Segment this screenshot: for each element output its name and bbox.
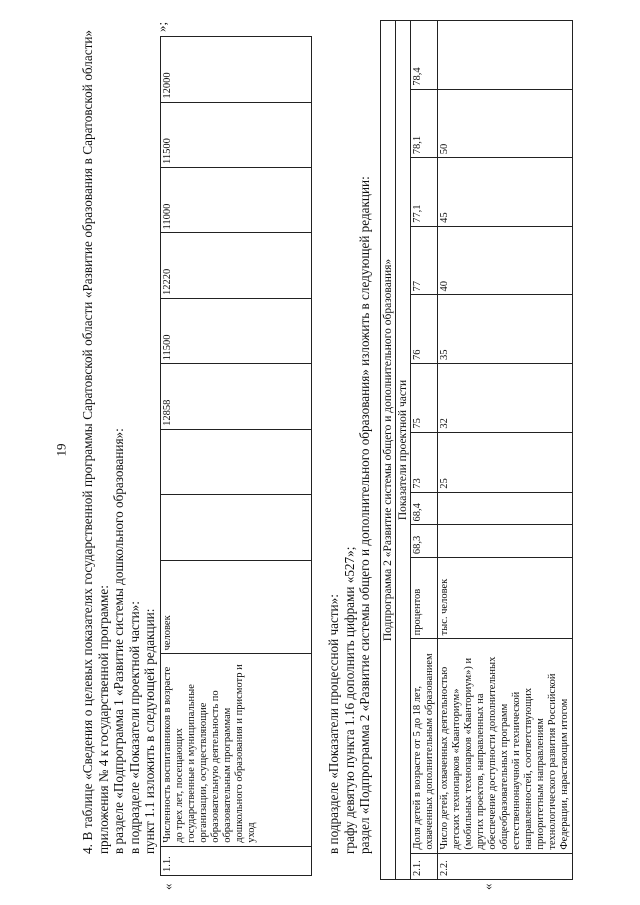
table1-close-quote: »; <box>154 21 169 32</box>
indicator-name: Доля детей в возрасте от 5 до 18 лет, охваченных дополнительным образованием <box>411 639 438 853</box>
value-cell: 45 <box>438 158 573 227</box>
value-cell <box>161 429 312 494</box>
value-cell: 12220 <box>161 233 312 298</box>
subsection-header: Показатели проектной части <box>396 21 411 880</box>
middle-paragraph-1: в подразделе «Показатели процессной части»: <box>326 594 341 854</box>
value-cell: 77,1 <box>411 158 438 227</box>
table-1 <box>160 36 312 876</box>
value-cell: 11500 <box>161 298 312 363</box>
row-number: 2.2. <box>438 853 573 879</box>
table-2 <box>380 20 573 880</box>
unit: тыс. человек <box>438 558 573 639</box>
value-cell: 75 <box>411 364 438 433</box>
value-cell <box>438 21 573 90</box>
row-number: 2.1. <box>411 853 438 879</box>
value-cell: 11500 <box>161 102 312 167</box>
indicator-name: Численность воспитанников в возрасте до трех лет, посещающих государственные и муниципальные организации, осуществляющие образовательную деятельность по образовательным программам дошкольного образования и присмотр и уход <box>161 654 312 846</box>
value-cell: 78,1 <box>411 89 438 158</box>
value-cell: 68,3 <box>411 525 438 558</box>
table-row <box>438 21 573 880</box>
value-cell: 35 <box>438 295 573 364</box>
value-cell: 12858 <box>161 364 312 429</box>
middle-paragraph-2: графу девятую пункта 1.16 дополнить цифрами «527»; <box>341 546 357 854</box>
table-subsection-header-row <box>396 21 411 880</box>
value-cell: 12000 <box>161 37 312 103</box>
value-cell <box>438 525 573 558</box>
table2-open-quote: « <box>480 883 495 890</box>
intro-paragraph-2: в разделе «Подпрограмма 1 «Развитие системы дошкольного образования»: <box>111 428 126 854</box>
value-cell: 77 <box>411 226 438 295</box>
value-cell: 78,4 <box>411 21 438 90</box>
value-cell: 40 <box>438 226 573 295</box>
value-cell: 68,4 <box>411 492 438 525</box>
value-cell <box>161 495 312 560</box>
table-section-header-row <box>381 21 396 880</box>
value-cell: 25 <box>438 432 573 492</box>
intro-paragraph-4: пункт 1.1 изложить в следующей редакции: <box>142 608 157 854</box>
value-cell: 73 <box>411 432 438 492</box>
value-cell: 50 <box>438 89 573 158</box>
row-number: 1.1. <box>161 846 312 875</box>
intro-paragraph-3: в подразделе «Показатели проектной части»: <box>126 601 142 854</box>
middle-paragraph-3: раздел «Подпрограмма 2 «Развитие системы общего и дополнительного образования» изложить в следующей редакции: <box>357 176 372 854</box>
table-row <box>411 21 438 880</box>
unit: человек <box>161 560 312 654</box>
indicator-name: Число детей, охваченных деятельностью детских технопарков «Кванториум» (мобильных технопарков «Кванториум») и других проектов, направленных на обеспечение доступности дополнительных общеобразовательных программ естественнонаучной и технической направленностей, соответствующих приоритетным направлениям технологического развития Российской Федерации, нарастающим итогом <box>438 639 573 853</box>
page-number: 19 <box>53 443 69 457</box>
table1-open-quote: « <box>160 883 175 890</box>
table-row <box>161 37 312 876</box>
value-cell: 76 <box>411 295 438 364</box>
value-cell: 11000 <box>161 168 312 233</box>
section-header: Подпрограмма 2 «Развитие системы общего и дополнительного образования» <box>381 21 396 880</box>
intro-paragraph-1: 4. В таблице «Сведения о целевых показателях государственной программы Саратовской области «Развитие образования в Саратовской области» приложения № 4 к государственной программе: <box>80 30 111 854</box>
value-cell <box>438 492 573 525</box>
value-cell: 32 <box>438 364 573 433</box>
unit: процентов <box>411 558 438 639</box>
rotated-page-content <box>80 10 640 890</box>
